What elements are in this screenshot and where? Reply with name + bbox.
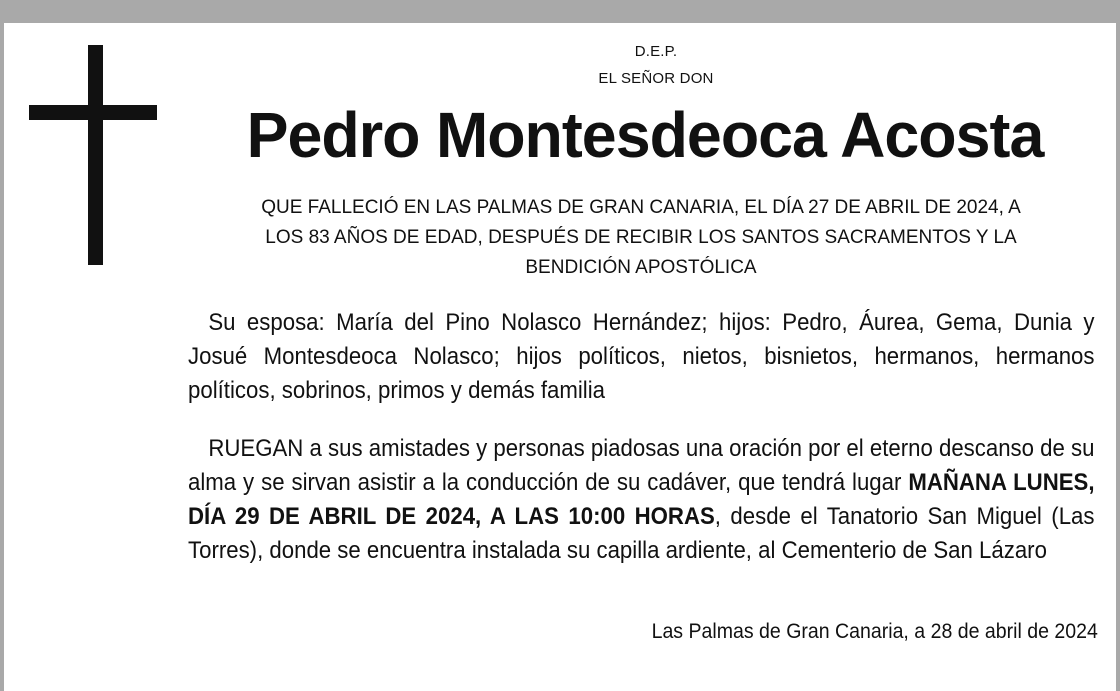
request-paragraph xyxy=(188,432,1095,568)
dep-abbreviation: D.E.P. xyxy=(634,43,678,60)
funeral-time: MAÑANA LUNES, DÍA 29 DE ABRIL DE 2024, A LAS 10:00 HORAS xyxy=(188,469,1095,530)
obituary-notice xyxy=(4,23,1116,691)
death-announcement xyxy=(182,193,1100,283)
announcement-line-3: BENDICIÓN APOSTÓLICA xyxy=(525,257,757,278)
announcement-line-2: LOS 83 AÑOS DE EDAD, DESPUÉS DE RECIBIR LOS SANTOS SACRAMENTOS Y LA xyxy=(265,227,1017,248)
request-text-after: , desde el Tanatorio San Miguel (Las Torres), donde se encuentra instalada su capilla ardiente, al Cementerio de San Lázaro xyxy=(188,503,1095,564)
cross-vertical-bar xyxy=(88,45,103,265)
family-text: Su esposa: María del Pino Nolasco Hernández; hijos: Pedro, Áurea, Gema, Dunia y Josué Montesdeoca Nolasco; hijos políticos, nietos, bisnietos, hermanos, hermanos políticos, sobrinos, primos y demás familia xyxy=(188,309,1095,404)
deceased-name: Pedro Montesdeoca Acosta xyxy=(246,99,1044,171)
place-date: Las Palmas de Gran Canaria, a 28 de abril de 2024 xyxy=(651,620,1098,643)
request-text-before: RUEGAN a sus amistades y personas piadosas una oración por el eterno descanso de su alma y se sirvan asistir a la conducción de su cadáver, que tendrá lugar xyxy=(188,435,1095,496)
title-line: EL SEÑOR DON xyxy=(598,70,714,87)
announcement-line-1: QUE FALLECIÓ EN LAS PALMAS DE GRAN CANARIA, EL DÍA 27 DE ABRIL DE 2024, A xyxy=(261,197,1021,218)
family-paragraph xyxy=(188,306,1095,408)
cross-horizontal-bar xyxy=(29,105,157,120)
